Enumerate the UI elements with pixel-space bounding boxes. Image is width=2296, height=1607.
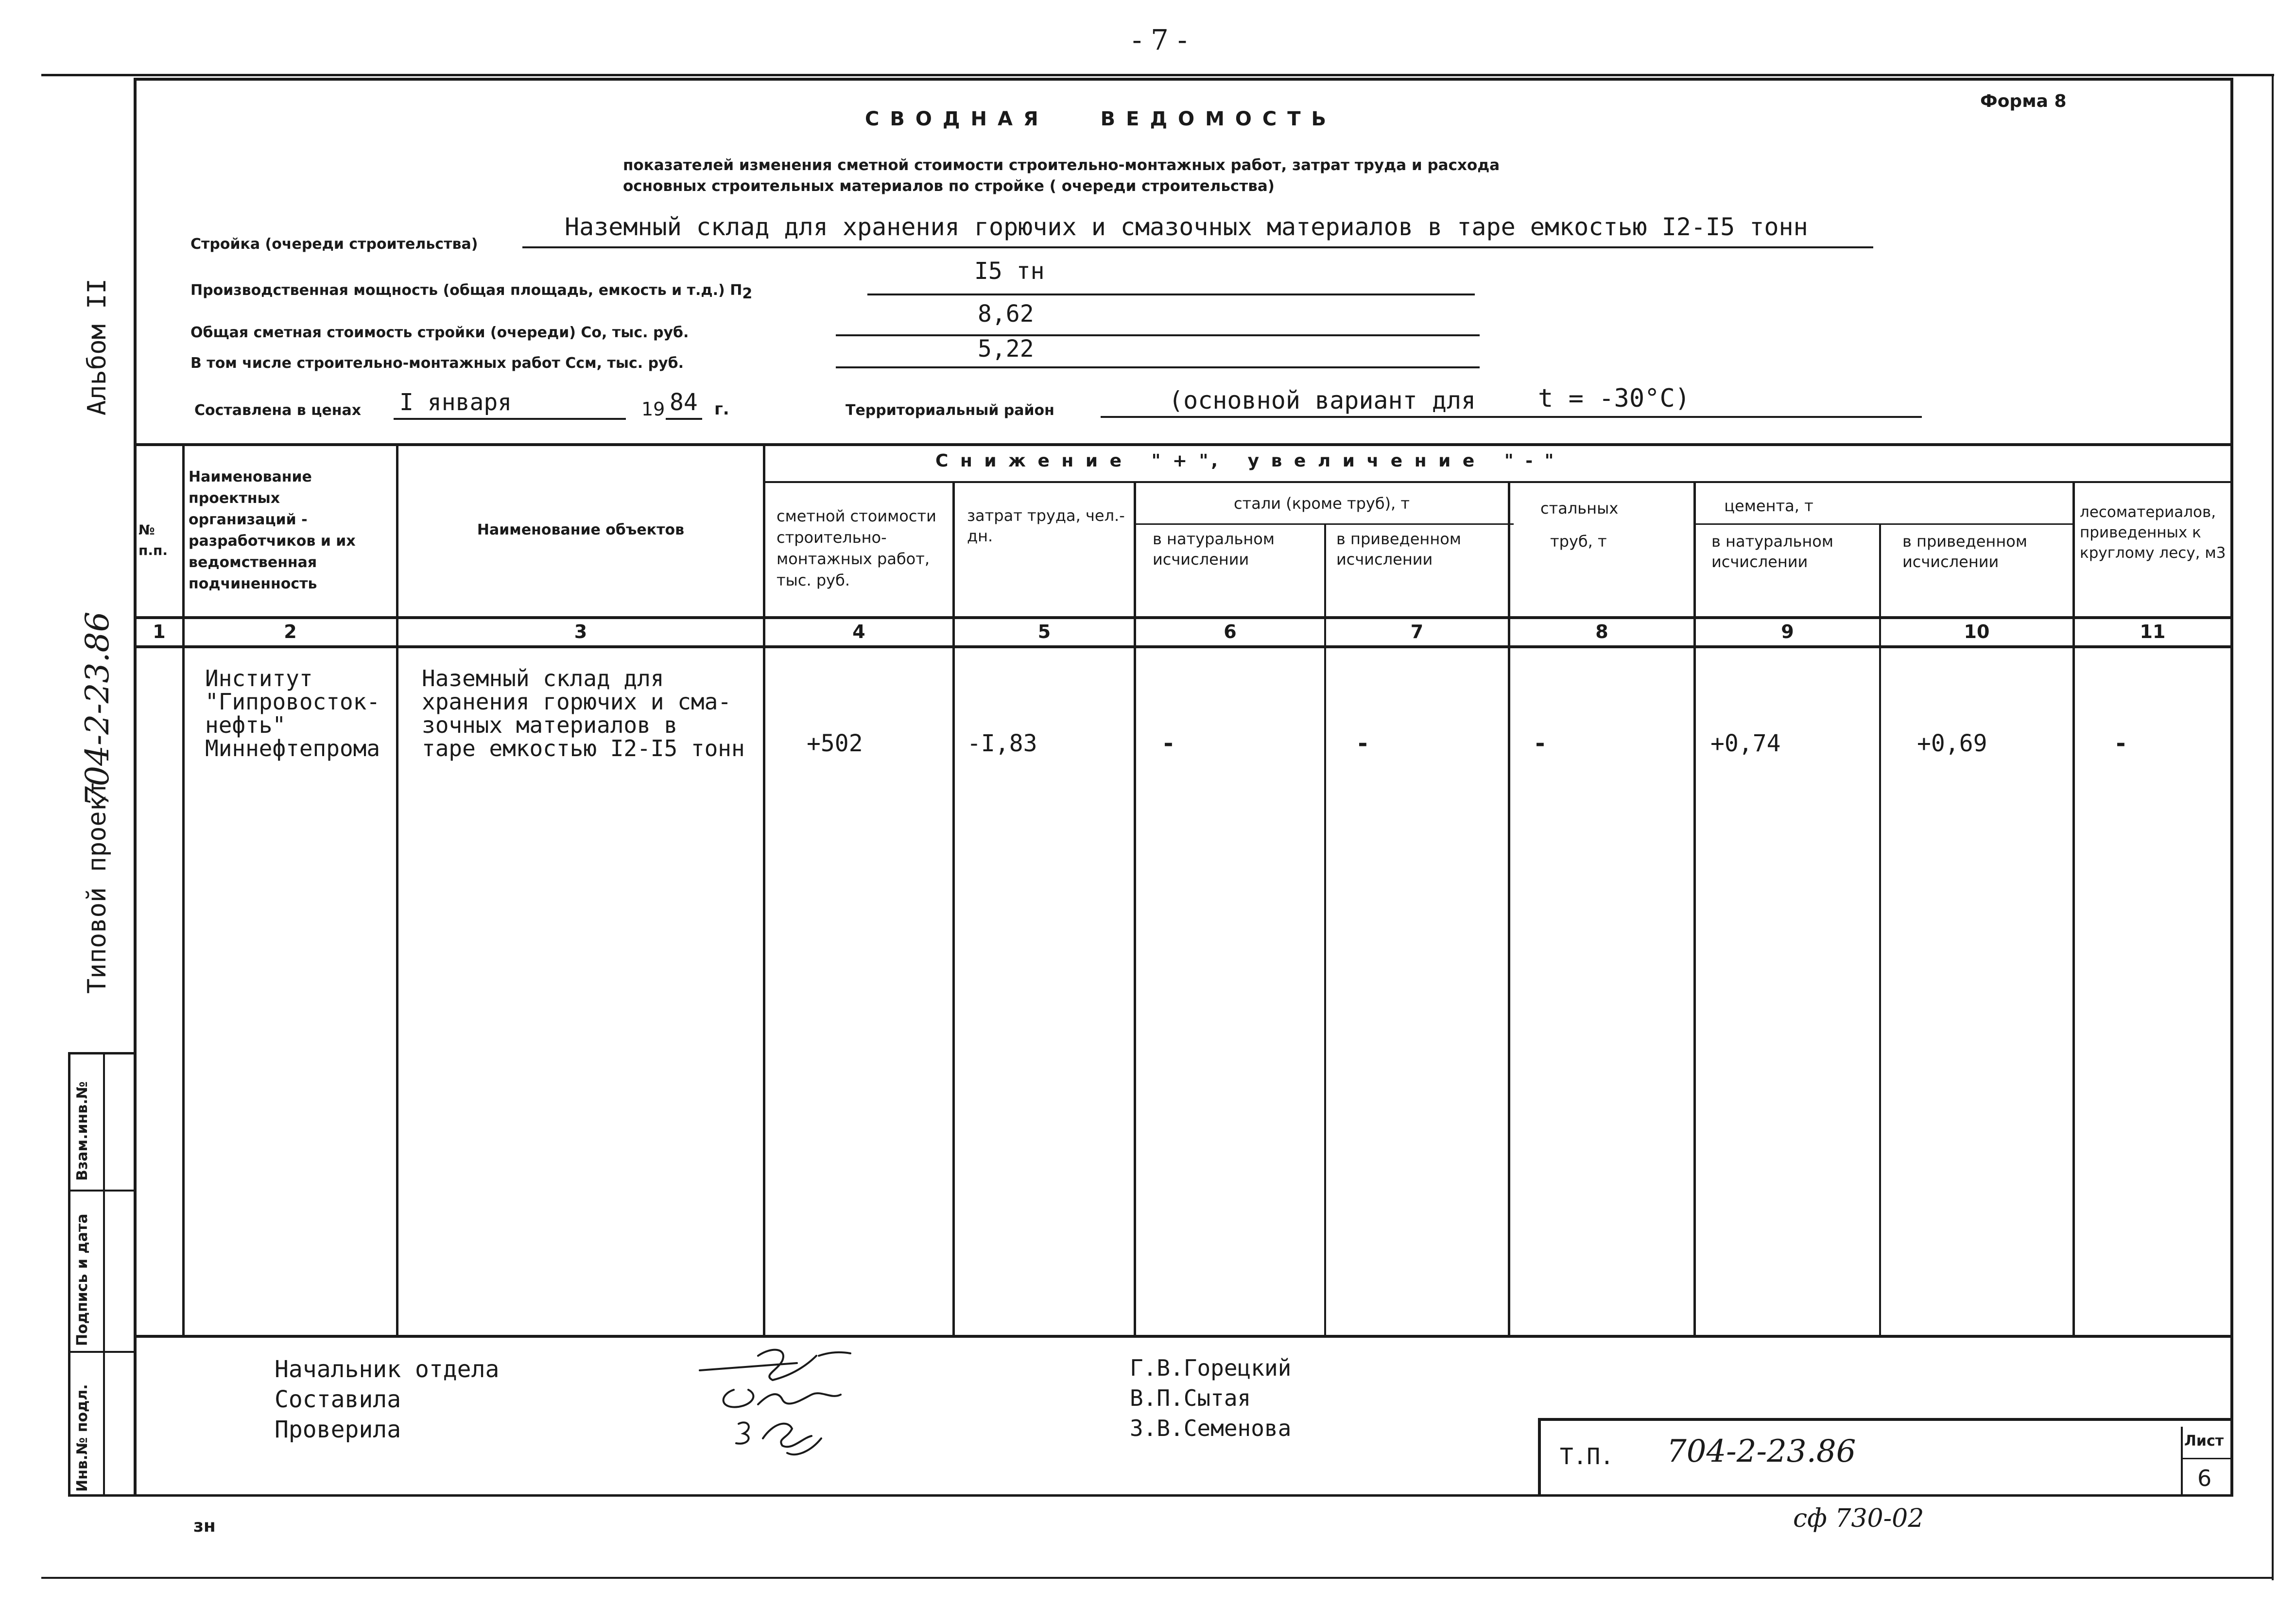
side-project-number: 704-2-23.86 [79,611,116,807]
col-sep-6 [1324,523,1326,1336]
col-number-4: 4 [852,621,865,642]
outer-bottom-border [41,1577,2274,1579]
construction-underline [522,246,1873,248]
side-box-signature-date: Подпись и дата [74,1213,91,1346]
stamp-left [1538,1418,1541,1497]
header-objects: Наименование объектов [477,521,685,538]
subtitle-line-1: показателей изменения сметной стоимости строительно-монтажных работ, затрат труда и расхода [623,156,1500,174]
col-sep-8 [1693,481,1696,1336]
row-org-line-3: нефть" [205,712,286,738]
side-album: Альбом II [83,278,112,415]
header-bottom-line [134,616,2233,619]
row-cement-reduced: +0,69 [1917,730,1987,757]
side-strip-left [68,1052,136,1054]
row-pipes: - [1533,730,1547,757]
prices-date: I января [399,389,512,416]
row-object [422,667,745,760]
header-steel-group: стали (кроме труб), т [1233,494,1410,513]
page-number: - 7 - [1132,23,1187,56]
row-org [205,667,380,760]
district-underline [1101,416,1922,418]
col-number-7: 7 [1410,621,1424,642]
side-strip-right [68,1052,70,1497]
main-frame-right [2230,78,2233,1497]
col-sep-3 [763,443,765,1336]
row-cost-change: +502 [807,730,863,757]
group-header: С н и ж е н и е " + ", у в е л и ч е н и е " - " [935,451,1557,471]
col-number-11: 11 [2140,621,2166,642]
col-sep-5 [1134,481,1136,1336]
col-number-3: 3 [574,621,587,642]
signature-role-1: Начальник отдела [275,1356,500,1383]
stamp-top [1538,1418,2233,1421]
district-temp: t = -30°C) [1538,384,1691,413]
header-org: Наименование проектных организаций - разработчиков и их ведомственная подчиненность [189,468,356,592]
construction-label: Стройка (очереди строительства) [190,236,478,253]
side-project-label: Типовой проект [83,780,112,994]
smr-value: 5,22 [978,335,1034,363]
col-sep-10 [2072,481,2075,1336]
header-timber: лесоматериалов, приведенных к круглому лесу, м3 [2080,503,2226,562]
header-cement-group: цемента, т [1724,497,1813,515]
stamp-sheet-label: Лист [2184,1433,2224,1450]
prices-year-prefix: 19 [641,398,665,420]
construction-value: Наземный склад для хранения горючих и смазочных материалов в таре емкостью I2-I5 тонн [565,213,1808,241]
col-sep-1 [182,443,185,1336]
capacity-label-text: Производственная мощность (общая площадь, емкость и т.д.) П [190,282,742,299]
col-number-6: 6 [1224,621,1237,642]
row-object-line-1: Наземный склад для [422,665,664,691]
side-box-replacement: Взам.инв.№ [74,1081,91,1181]
signature-role-3: Проверила [275,1416,401,1443]
row-object-line-3: зочных материалов в [422,712,678,738]
side-box-inventory: Инв.№ подл. [74,1384,91,1492]
district-label: Территориальный район [846,402,1054,419]
col-number-10: 10 [1964,621,1990,642]
stamp-tp-number: 704-2-23.86 [1667,1434,1856,1469]
subtitle-line-2: основных строительных материалов по стройке ( очереди строительства) [623,177,1275,195]
prices-year-underline [666,418,702,420]
signature-name-1: Г.В.Горецкий [1130,1355,1292,1381]
stamp-sheet-left [2181,1427,2183,1497]
capacity-value: I5 тн [974,258,1045,285]
signature-name-2: В.П.Сытая [1130,1385,1251,1411]
header-pipes-a: стальных [1540,499,1619,518]
row-org-line-1: Институт [205,665,313,691]
smr-underline [836,366,1480,368]
header-cost: сметной стоимости строительно-монтажных работ, тыс. руб. [777,507,936,589]
header-pipes-b: труб, т [1550,532,1607,551]
stamp-sheet-mid [2181,1458,2233,1459]
handwritten-signatures [690,1341,894,1468]
col-number-2: 2 [284,621,297,642]
table-bottom-line [134,1335,2233,1338]
total-cost-label: Общая сметная стоимость стройки (очереди) Со, тыс. руб. [190,324,689,341]
col-number-8: 8 [1595,621,1608,642]
col-sep-4 [952,481,955,1336]
outer-right-border [2272,74,2274,1580]
main-frame-top [134,78,2233,81]
col-sep-7 [1508,481,1510,1336]
footer-left-code: зн [193,1516,216,1536]
row-object-line-2: хранения горючих и сма- [422,689,731,715]
signature-name-3: З.В.Семенова [1130,1415,1292,1441]
row-labor-change: -I,83 [967,730,1037,757]
row-steel-natural: - [1161,730,1175,757]
col-number-5: 5 [1037,621,1051,642]
top-rule [41,74,2274,76]
footer-right-code: сф 730-02 [1793,1504,1924,1533]
prices-date-underline [394,418,626,420]
row-steel-reduced: - [1356,730,1370,757]
table-top-line [134,443,2233,446]
group-header-line [764,481,2233,483]
header-cement-reduced: в приведенном исчислении [1902,532,2027,571]
row-timber: - [2114,730,2128,757]
capacity-label-sub: 2 [742,285,753,302]
row-object-line-4: таре емкостью I2-I5 тонн [422,735,745,761]
colnum-bottom-line [134,645,2233,648]
col-number-1: 1 [153,621,166,642]
prices-label: Составлена в ценах [194,402,362,419]
row-org-line-4: Миннефтепрома [205,735,380,761]
total-cost-underline [836,334,1480,336]
prices-year: 84 [670,389,698,416]
main-frame-bottom [68,1494,2233,1497]
total-cost-value: 8,62 [978,300,1034,328]
main-frame-left [134,78,137,1497]
side-strip-vline [103,1052,105,1497]
header-steel-reduced: в приведенном исчислении [1336,530,1461,569]
prices-year-suffix: г. [714,399,729,419]
col-sep-9 [1879,523,1881,1336]
capacity-label [190,282,752,302]
signature-role-2: Составила [275,1386,401,1413]
smr-label: В том числе строительно-монтажных работ Ссм, тыс. руб. [190,355,684,372]
district-value: (основной вариант для [1169,386,1476,415]
side-strip-divider-1 [68,1190,136,1192]
stamp-tp-label: Т.П. [1560,1443,1614,1469]
header-cement-natural: в натуральном исчислении [1711,532,1834,571]
header-steel-natural: в натуральном исчислении [1153,530,1275,569]
header-labor: затрат труда, чел.- дн. [967,506,1125,545]
capacity-underline [867,294,1475,295]
header-num: № п.п. [138,522,168,558]
row-cement-natural: +0,74 [1710,730,1781,757]
document-title: СВОДНАЯ ВЕДОМОСТЬ [865,108,1337,130]
col-number-9: 9 [1781,621,1794,642]
side-strip-divider-2 [68,1351,136,1353]
form-label: Форма 8 [1980,91,2067,111]
row-org-line-2: "Гипровосток- [205,689,380,715]
cement-subline [1695,523,2074,525]
col-sep-2 [396,443,398,1336]
stamp-sheet-value: 6 [2197,1465,2212,1491]
